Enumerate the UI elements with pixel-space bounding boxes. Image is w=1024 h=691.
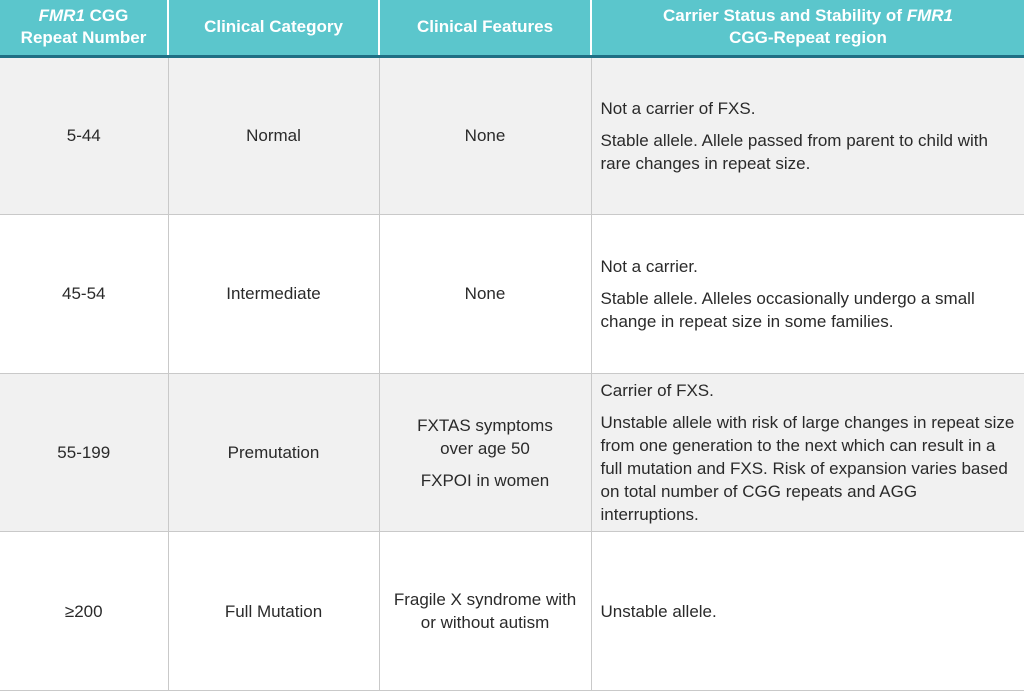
- table-row: [0, 215, 1024, 374]
- stability-text: Stable allele. Alleles occasionally undergo a small change in repeat size in some families.: [600, 288, 975, 331]
- clinical-category-cell: Normal: [168, 56, 379, 215]
- stability-text: Unstable allele with risk of large changes in repeat size from one generation to the next which can result in a full mutation and FXS. Risk of expansion varies based on total number of CGG repeats and AGG interruptions.: [600, 413, 1015, 525]
- clinical-features-cell: [379, 56, 591, 215]
- header-carrier-status-line1: Carrier Status and Stability of: [662, 6, 907, 26]
- carrier-status-cell: [591, 56, 1024, 215]
- stability-text: Unstable allele.: [600, 601, 717, 621]
- repeat-number-cell: ≥200: [0, 532, 168, 691]
- header-carrier-fmr1-italic: FMR1: [906, 6, 953, 26]
- stability-text: Stable allele. Allele passed from parent to child with rare changes in repeat size.: [600, 130, 988, 173]
- clinical-features-cell: [379, 532, 591, 691]
- table-header: [0, 0, 1024, 56]
- carrier-text: Not a carrier of FXS.: [600, 98, 756, 118]
- clinical-category-cell: Premutation: [168, 373, 379, 532]
- feature-item: FXPOI in women: [420, 470, 550, 490]
- header-carrier-status: [591, 0, 1024, 56]
- carrier-status-cell: [591, 373, 1024, 532]
- repeat-number-cell: 45-54: [0, 215, 168, 374]
- carrier-status-cell: [591, 215, 1024, 374]
- carrier-text: Not a carrier.: [600, 256, 698, 276]
- header-cgg: CGG: [84, 6, 129, 26]
- header-repeat-number: [0, 0, 168, 56]
- header-fmr1-italic: FMR1: [38, 6, 85, 26]
- feature-item: None: [464, 126, 506, 146]
- repeat-number-cell: 5-44: [0, 56, 168, 215]
- header-clinical-features: Clinical Features: [379, 0, 591, 56]
- repeat-number-cell: 55-199: [0, 373, 168, 532]
- carrier-status-cell: [591, 532, 1024, 691]
- header-clinical-category: Clinical Category: [168, 0, 379, 56]
- clinical-features-cell: [379, 373, 591, 532]
- clinical-category-cell: Intermediate: [168, 215, 379, 374]
- clinical-features-cell: [379, 215, 591, 374]
- header-row: [0, 0, 1024, 56]
- table-body: [0, 56, 1024, 691]
- header-carrier-status-line2: CGG-Repeat region: [729, 28, 887, 48]
- table-row: [0, 56, 1024, 215]
- carrier-text: Carrier of FXS.: [600, 381, 714, 401]
- feature-item: Fragile X syndrome with or without autism: [393, 590, 577, 633]
- feature-item: None: [464, 284, 506, 304]
- clinical-category-cell: Full Mutation: [168, 532, 379, 691]
- feature-item: FXTAS symptoms over age 50: [417, 415, 553, 458]
- header-repeat-number-line2: Repeat Number: [20, 28, 147, 48]
- table-row: [0, 373, 1024, 532]
- table-row: [0, 532, 1024, 691]
